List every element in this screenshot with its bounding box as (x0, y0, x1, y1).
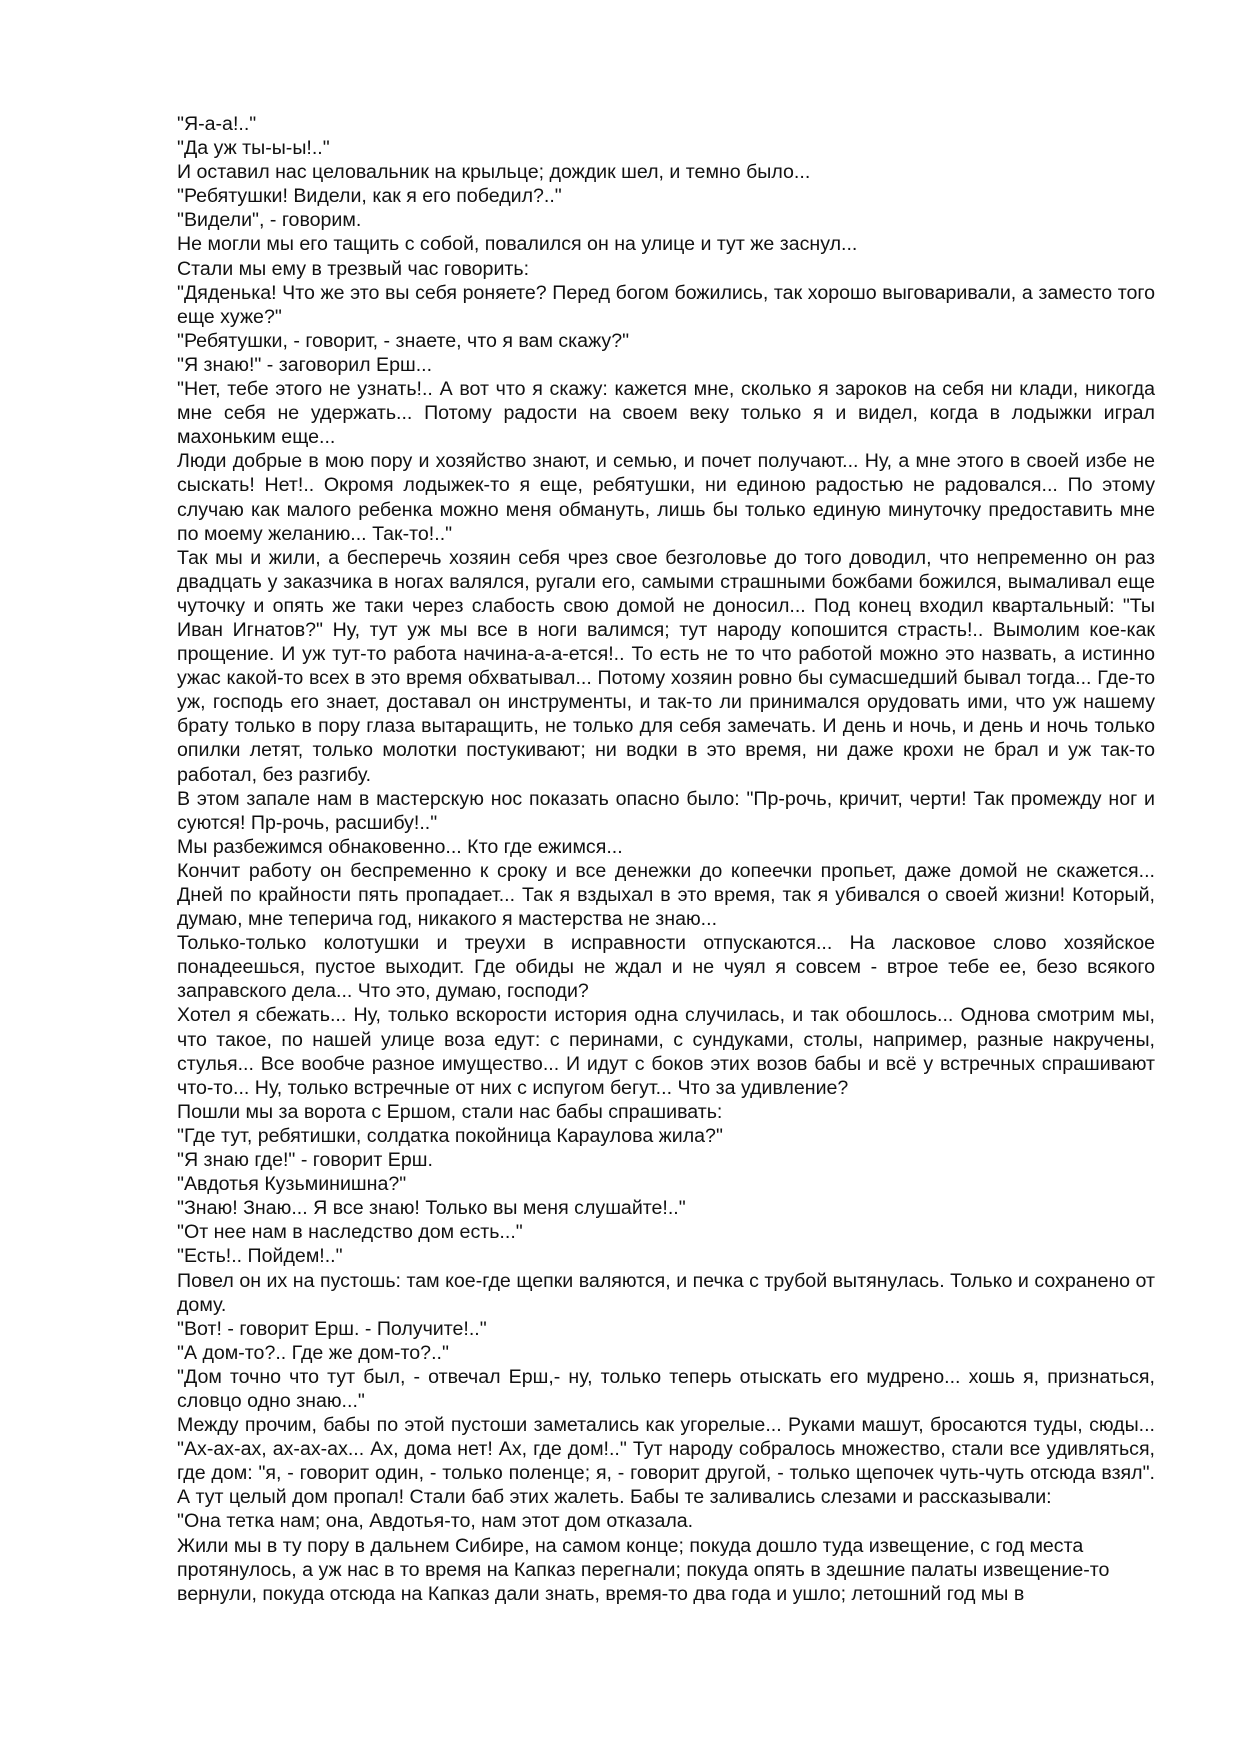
paragraph: "Я-а-а!.." (177, 113, 257, 135)
paragraph: "Знаю! Знаю... Я все знаю! Только вы меня слушайте!.." (177, 1197, 686, 1220)
paragraph: В этом запале нам в мастерскую нос показать опасно было: "Пр-рочь, кричит, черти! Так промежду ног и суются! Пр-рочь, расшибу!.." (177, 787, 1155, 834)
paragraph: "От нее нам в наследство дом есть..." (177, 1221, 523, 1244)
paragraph: "Я знаю!" - заговорил Ерш... (177, 353, 433, 376)
paragraph: Только-только колотушки и треухи в исправности отпускаются... На ласковое слово хозяйское понадеешься, пустое выходит. Где обиды не ждал и не чуял я совсем - втрое тебе ее, безо всякого заправского дела... Что это, думаю, господи? (177, 932, 1155, 1003)
paragraph: "Дом точно что тут был, - отвечал Ерш,- ну, только теперь отыскать его мудрено... хошь я, признаться, словцо одно знаю..." (177, 1365, 1155, 1412)
paragraph: "Ребятушки! Видели, как я его победил?.." (177, 185, 562, 208)
paragraph: И оставил нас целовальник на крыльце; дождик шел, и темно было... (177, 161, 811, 184)
paragraph: Не могли мы его тащить с собой, повалился он на улице и тут же заснул... (177, 233, 858, 256)
paragraph: Жили мы в ту пору в дальнем Сибире, на самом конце; покуда дошло туда извещение, с год места протянулось, а уж нас в то время на Капказ перегнали; покуда опять в здешние палаты извещение-то вернули, покуда отсюда на Капказ дали знать, время-то два года и ушло; летошний год мы в (177, 1534, 1110, 1605)
paragraph: "Видели", - говорим. (177, 209, 362, 232)
document-page (177, 112, 1155, 1606)
paragraph: "Есть!.. Пойдем!.." (177, 1245, 343, 1268)
paragraph: "Я знаю где!" - говорит Ерш. (177, 1149, 433, 1172)
paragraph: Повел он их на пустошь: там кое-где щепки валяются, и печка с трубой вытянулась. Только и сохранено от дому. (177, 1269, 1155, 1316)
paragraph: "Дяденька! Что же это вы себя роняете? Перед богом божились, так хорошо выговаривали, а заместо того еще хуже?" (177, 281, 1155, 328)
paragraph: Люди добрые в мою пору и хозяйство знают, и семью, и почет получают... Ну, а мне этого в своей избе не сыскать! Нет!.. Окромя лодыжек-то я еще, ребятушки, ни единою радостью не радовался... По этому случаю как малого ребенка можно меня обмануть, лишь бы только единую минуточку предоставить мне по моему желанию... Так-то!.." (177, 450, 1155, 545)
paragraph: "Авдотья Кузьминишна?" (177, 1173, 407, 1196)
paragraph: "Да уж ты-ы-ы!.." (177, 137, 330, 160)
paragraph: Так мы и жили, а бесперечь хозяин себя чрез свое безголовье до того доводил, что непременно он раз двадцать у заказчика в ногах валялся, ругали его, самыми страшными божбами божился, вымаливал еще чуточку и опять же таки через слабость свою домой не доносил... Под конец входил квартальный: "Ты Иван Игнатов?" Ну, тут уж мы все в ноги валимся; тут народу копошится страсть!.. Вымолим кое-как прощение. И уж тут-то работа начина-а-а-ется!.. То есть не то что работой можно это назвать, а истинно ужас какой-то всех в это время обхватывал... Потому хозяин ровно бы сумасшедший бывал тогда... Где-то уж, господь его знает, доставал он инструменты, и так-то ли принимался орудовать ими, что уж нашему брату только в пору глаза вытаращить, не только для себя замечать. И день и ночь, и день и ночь только опилки летят, только молотки постукивают; ни водки в это время, ни даже крохи не брал и уж так-то работал, без разгибу. (177, 546, 1155, 786)
paragraph: "Вот! - говорит Ерш. - Получите!.." (177, 1317, 487, 1340)
paragraph: Мы разбежимся обнаковенно... Кто где ежимся... (177, 835, 623, 858)
paragraph: "Она тетка нам; она, Авдотья-то, нам этот дом отказала. (177, 1510, 694, 1533)
paragraph: Между прочим, бабы по этой пустоши заметались как угорелые... Руками машут, бросаются туды, сюды... "Ах-ах-ах, ах-ах-ах... Ах, дома нет! Ах, где дом!.." Тут народу собралось множество, стали все удивляться, где дом: "я, - говорит один, - только поленце; я, - говорит другой, - только щепочек чуть-чуть отсюда взял". А тут целый дом пропал! Стали баб этих жалеть. Бабы те заливались слезами и рассказывали: (177, 1414, 1155, 1509)
paragraph: "Где тут, ребятишки, солдатка покойница Караулова жила?" (177, 1124, 723, 1147)
paragraph: "Ребятушки, - говорит, - знаете, что я вам скажу?" (177, 329, 630, 352)
paragraph: Хотел я сбежать... Ну, только вскорости история одна случилась, и так обошлось... Однова смотрим мы, что такое, по нашей улице воза едут: с перинами, с сундуками, столы, например, разные накручены, стулья... Все вообче разное имущество... И идут с боков этих возов бабы и всё у встречных спрашивают что-то... Ну, только встречные от них с испугом бегут... Что за удивление? (177, 1004, 1155, 1099)
paragraph: Стали мы ему в трезвый час говорить: (177, 257, 530, 280)
paragraph: "А дом-то?.. Где же дом-то?.." (177, 1341, 449, 1364)
paragraph: Кончит работу он беспременно к сроку и все денежки до копеечки пропьет, даже домой не скажется... Дней по крайности пять пропадает... Так я вздыхал в это время, так я убивался о своей жизни! Который, думаю, мне теперича год, никакого я мастерства не знаю... (177, 859, 1155, 931)
paragraph: Пошли мы за ворота с Ершом, стали нас бабы спрашивать: (177, 1100, 723, 1123)
paragraph: "Нет, тебе этого не узнать!.. А вот что я скажу: кажется мне, сколько я зароков на себя ни клади, никогда мне себя не удержать... Потому радости на своем веку только я и видел, когда в лодыжки играл махоньким еще... (177, 378, 1155, 449)
